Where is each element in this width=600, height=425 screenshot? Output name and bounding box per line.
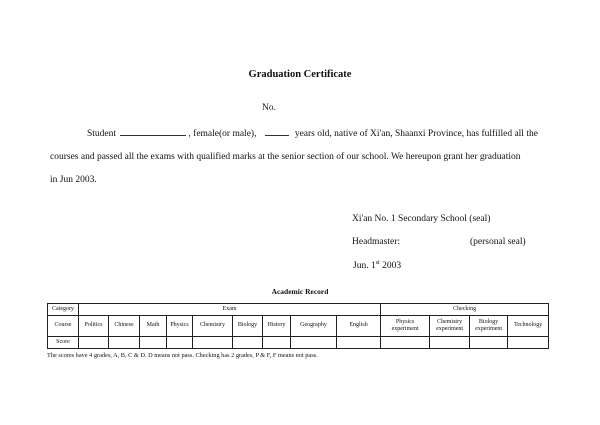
personal-seal-label: (personal seal) [470, 237, 526, 247]
certificate-number-label: No. [262, 103, 276, 113]
academic-record-title: Academic Record [271, 287, 329, 296]
score-cell [470, 337, 508, 349]
checking-subject-line1: Chemistry [437, 318, 463, 325]
checking-subject-cell [430, 315, 470, 337]
score-cell [193, 337, 233, 349]
score-cell [167, 337, 193, 349]
certificate-paragraph-line2: courses and passed all the exams with qualified marks at the senior section of our school. We hereupon grant her graduation [50, 152, 521, 162]
headmaster-line [352, 237, 526, 247]
checking-subject-line2: experiment [391, 325, 419, 332]
subject-cell: Physics [167, 315, 193, 337]
score-cell [79, 337, 109, 349]
subject-cell: English [337, 315, 381, 337]
subject-cell: Math [140, 315, 167, 337]
age-native-text: years old, native of Xi'an, Shaanxi Province, has fulfilled all the [294, 129, 538, 139]
checking-subject-line1: Technology [513, 322, 543, 329]
school-seal-line: Xi'an No. 1 Secondary School (seal) [352, 214, 491, 224]
grading-note: The scores have 4 grades, A, B, C & D. D means not pass. Checking has 2 grades, P & F, F means not pass. [47, 352, 318, 359]
checking-subject-line2: experiment [436, 325, 464, 332]
certificate-paragraph-line3: in Jun 2003. [50, 175, 97, 185]
score-cell [508, 337, 549, 349]
subject-cell: Chemistry [193, 315, 233, 337]
table-row-category [48, 304, 549, 316]
score-cell [381, 337, 430, 349]
score-cell [233, 337, 263, 349]
subject-cell: History [263, 315, 291, 337]
issue-date [353, 260, 401, 271]
certificate-title: Graduation Certificate [248, 69, 352, 80]
student-label: Student [87, 129, 117, 139]
table-row-course [48, 315, 549, 337]
academic-record-table [47, 303, 549, 349]
checking-subject-cell [470, 315, 508, 337]
checking-subject-cell [381, 315, 430, 337]
gender-text: , female(or male), [188, 129, 257, 139]
score-cell [337, 337, 381, 349]
checking-subject-cell [508, 315, 549, 337]
age-blank [265, 127, 289, 136]
subject-cell: Chinese [109, 315, 140, 337]
score-cell [291, 337, 337, 349]
exam-header-cell: Exam [79, 304, 381, 316]
issue-date-year: 2003 [379, 261, 402, 271]
subject-cell: Politics [79, 315, 109, 337]
table-row-score [48, 337, 549, 349]
checking-header-cell: Checking [381, 304, 549, 316]
student-name-blank [120, 127, 186, 136]
issue-date-prefix: Jun. 1 [353, 261, 376, 271]
score-cell [263, 337, 291, 349]
issue-date-ordinal: st [375, 260, 380, 266]
subject-cell: Geography [291, 315, 337, 337]
headmaster-label: Headmaster: [352, 237, 401, 247]
category-label-cell: Category [48, 304, 79, 316]
certificate-paragraph-line1 [50, 127, 555, 139]
checking-subject-line1: Physics [395, 318, 415, 325]
checking-subject-line1: Biology [478, 318, 499, 325]
checking-subject-line2: experiment [475, 325, 503, 332]
score-cell [140, 337, 167, 349]
course-label-cell: Course [48, 315, 79, 337]
subject-cell: Biology [233, 315, 263, 337]
score-label-cell: Score [48, 337, 79, 349]
score-cell [109, 337, 140, 349]
score-cell [430, 337, 470, 349]
